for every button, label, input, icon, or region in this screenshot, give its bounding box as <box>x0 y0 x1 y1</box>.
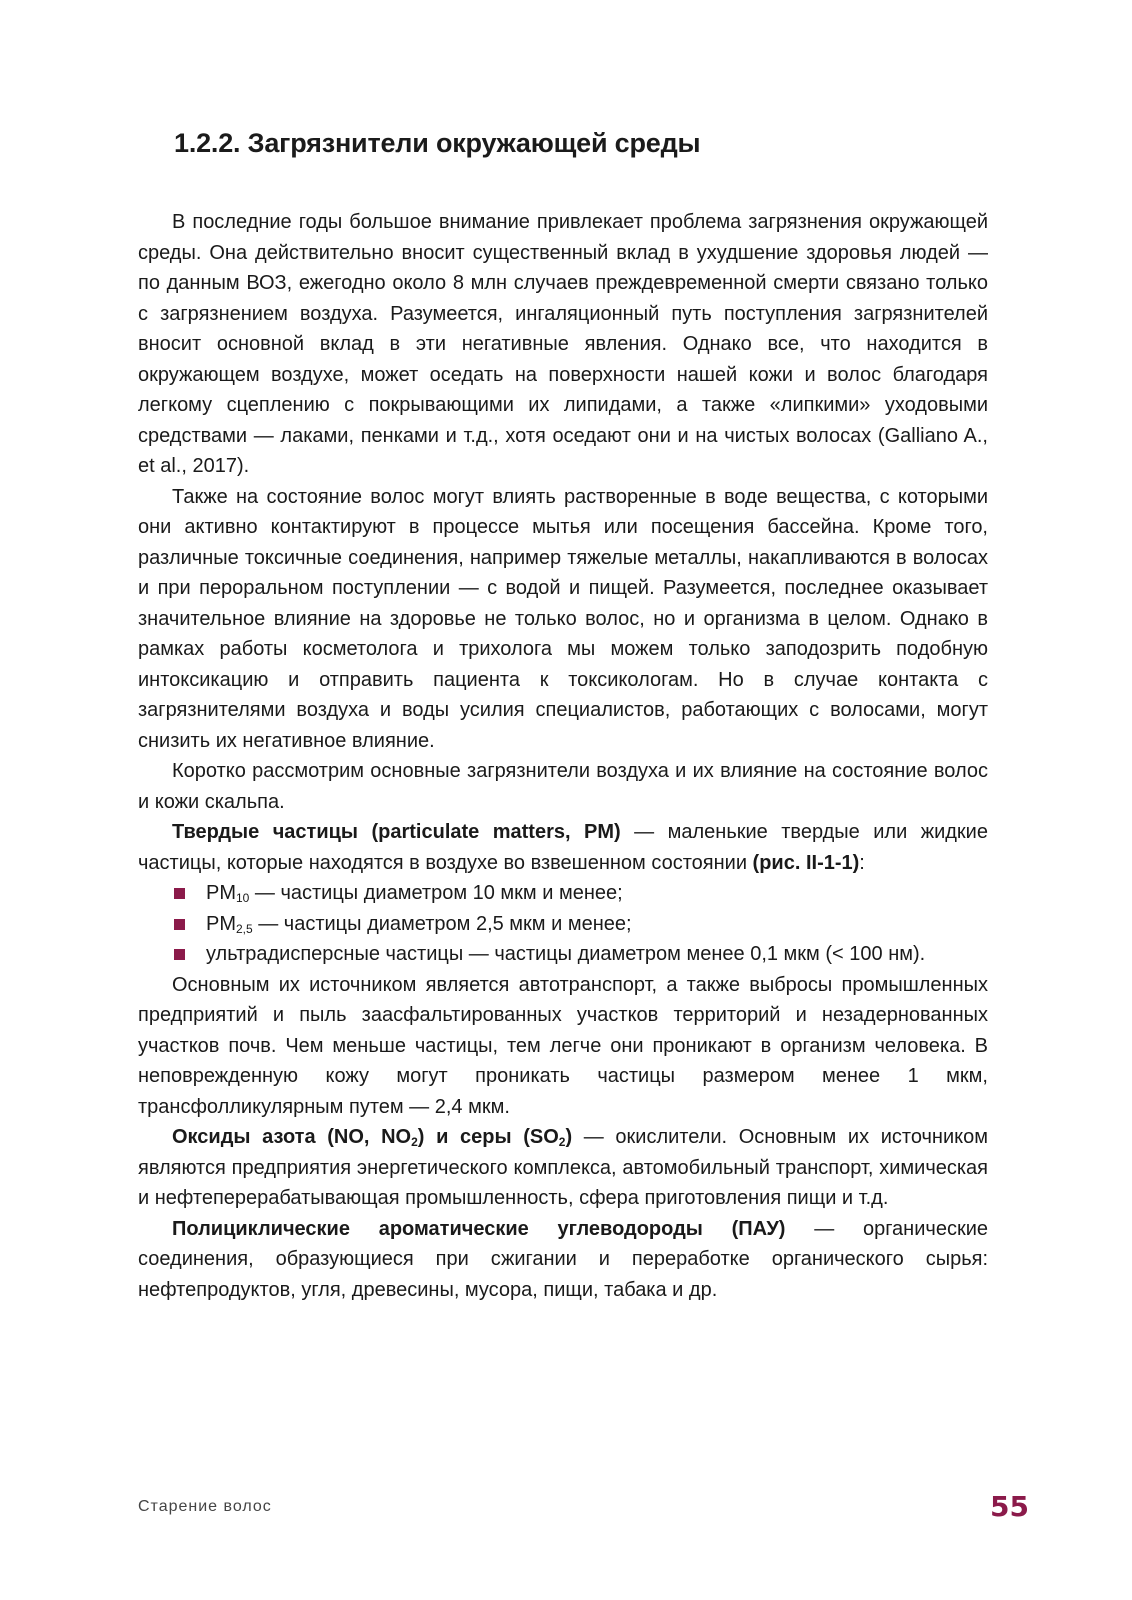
paragraph-1: В последние годы большое внимание привлекает проблема загрязнения окружающей среды. Она действительно вносит существенный вклад в ухудшение здоровья людей — по данным ВОЗ, ежегодно около 8 млн случаев преждевременной смерти связано только с загрязнением воздуха. Разумеется, ингаляционный путь поступления загрязнителей вносит основной вклад в эти негативные явления. Однако все, что находится в окружающем воздухе, может оседать на поверхности нашей кожи и волос благодаря легкому сцеплению с покрывающими их липидами, а также «липкими» уходовыми средствами — лаками, пенками и т.д., хотя оседают они и на чистых волосах (Galliano A., et al., 2017). <box>138 211 988 477</box>
subscript: 2 <box>411 1135 418 1149</box>
square-bullet-icon <box>174 919 185 930</box>
square-bullet-icon <box>174 888 185 899</box>
figure-reference[interactable]: (рис. II-1-1) <box>752 851 860 874</box>
square-bullet-icon <box>174 949 185 960</box>
section-heading: 1.2.2. Загрязнители окружающей среды <box>174 128 701 158</box>
item-text: — частицы диаметром 2,5 мкм и менее; <box>252 912 632 935</box>
item-term: PM <box>206 882 236 904</box>
paragraph-2: Также на состояние волос могут влиять растворенные в воде вещества, с которыми они активно контактируют в процессе мытья или посещения бассейна. Кроме того, различные токсичные соединения, например тяжелые металлы, накапливаются в волосах и при пероральном поступлении — с водой и пищей. Разумеется, последнее оказывает значительное влияние на здоровье не только волос, но и организма в целом. Однако в рамках работы косметолога и трихолога мы можем только заподозрить подобную интоксикацию и отправить пациента к токсикологам. Но в случае контакта с загрязнителями воздуха и воды усилия специалистов, работающих с волосами, могут снизить их негативное влияние. <box>138 485 988 752</box>
page-number: 55 <box>990 1490 1029 1523</box>
bullet-list <box>138 878 988 970</box>
item-term: PM <box>206 912 236 935</box>
item-text: ультрадисперсные частицы — частицы диаметром менее 0,1 мкм (< 100 нм). <box>206 943 926 965</box>
list-item <box>138 939 988 970</box>
term-particulate: Твердые частицы (particulate matters, PM) <box>172 821 621 843</box>
text-body <box>138 128 988 1305</box>
list-item <box>138 878 988 909</box>
paragraph-text: — окислители. Основным их источником являются предприятия энергетического комплекса, автомобильный транспорт, химическая и нефтеперерабатывающая промышленность, сфера приготовления пищи и т.д. <box>138 1126 988 1209</box>
term-part: Оксиды азота (NO, NO <box>172 1126 412 1148</box>
paragraph-text: : <box>859 851 865 874</box>
paragraph-text: — маленькие твердые или жидкие частицы, которые находятся в воздухе во взвешенном состоянии <box>138 821 988 874</box>
term-part: ) <box>565 1126 573 1148</box>
list-item <box>138 909 988 940</box>
term-oxides <box>172 1126 572 1148</box>
term-part: ) и серы (SO <box>417 1126 559 1148</box>
paragraph-text: — органические соединения, образующиеся при сжигании и переработке органического сырья: нефтепродуктов, угля, древесины, мусора, пищи, табака и др. <box>138 1217 988 1301</box>
subscript: 2 <box>558 1135 566 1149</box>
paragraph-particulate <box>138 817 988 878</box>
paragraph-oxides <box>138 1122 988 1214</box>
item-text: — частицы диаметром 10 мкм и менее; <box>249 882 623 904</box>
paragraph-pah <box>138 1214 988 1306</box>
item-subscript: 10 <box>236 891 250 905</box>
item-subscript: 2,5 <box>236 921 253 936</box>
paragraph-5: Основным их источником является автотранспорт, а также выбросы промышленных предприятий и пыль заасфальтированных участков территорий и незадернованных участков почв. Чем меньше частицы, тем легче они проникают в организм человека. В неповрежденную кожу могут проникать частицы размером менее 1 мкм, трансфолликулярным путем — 2,4 мкм. <box>138 973 988 1118</box>
paragraph-3: Коротко рассмотрим основные загрязнители воздуха и их влияние на состояние волос и кожи скальпа. <box>138 760 988 813</box>
term-pah: Полициклические ароматические углеводороды (ПАУ) <box>172 1217 786 1240</box>
running-footer-title: Старение волос <box>138 1498 272 1515</box>
